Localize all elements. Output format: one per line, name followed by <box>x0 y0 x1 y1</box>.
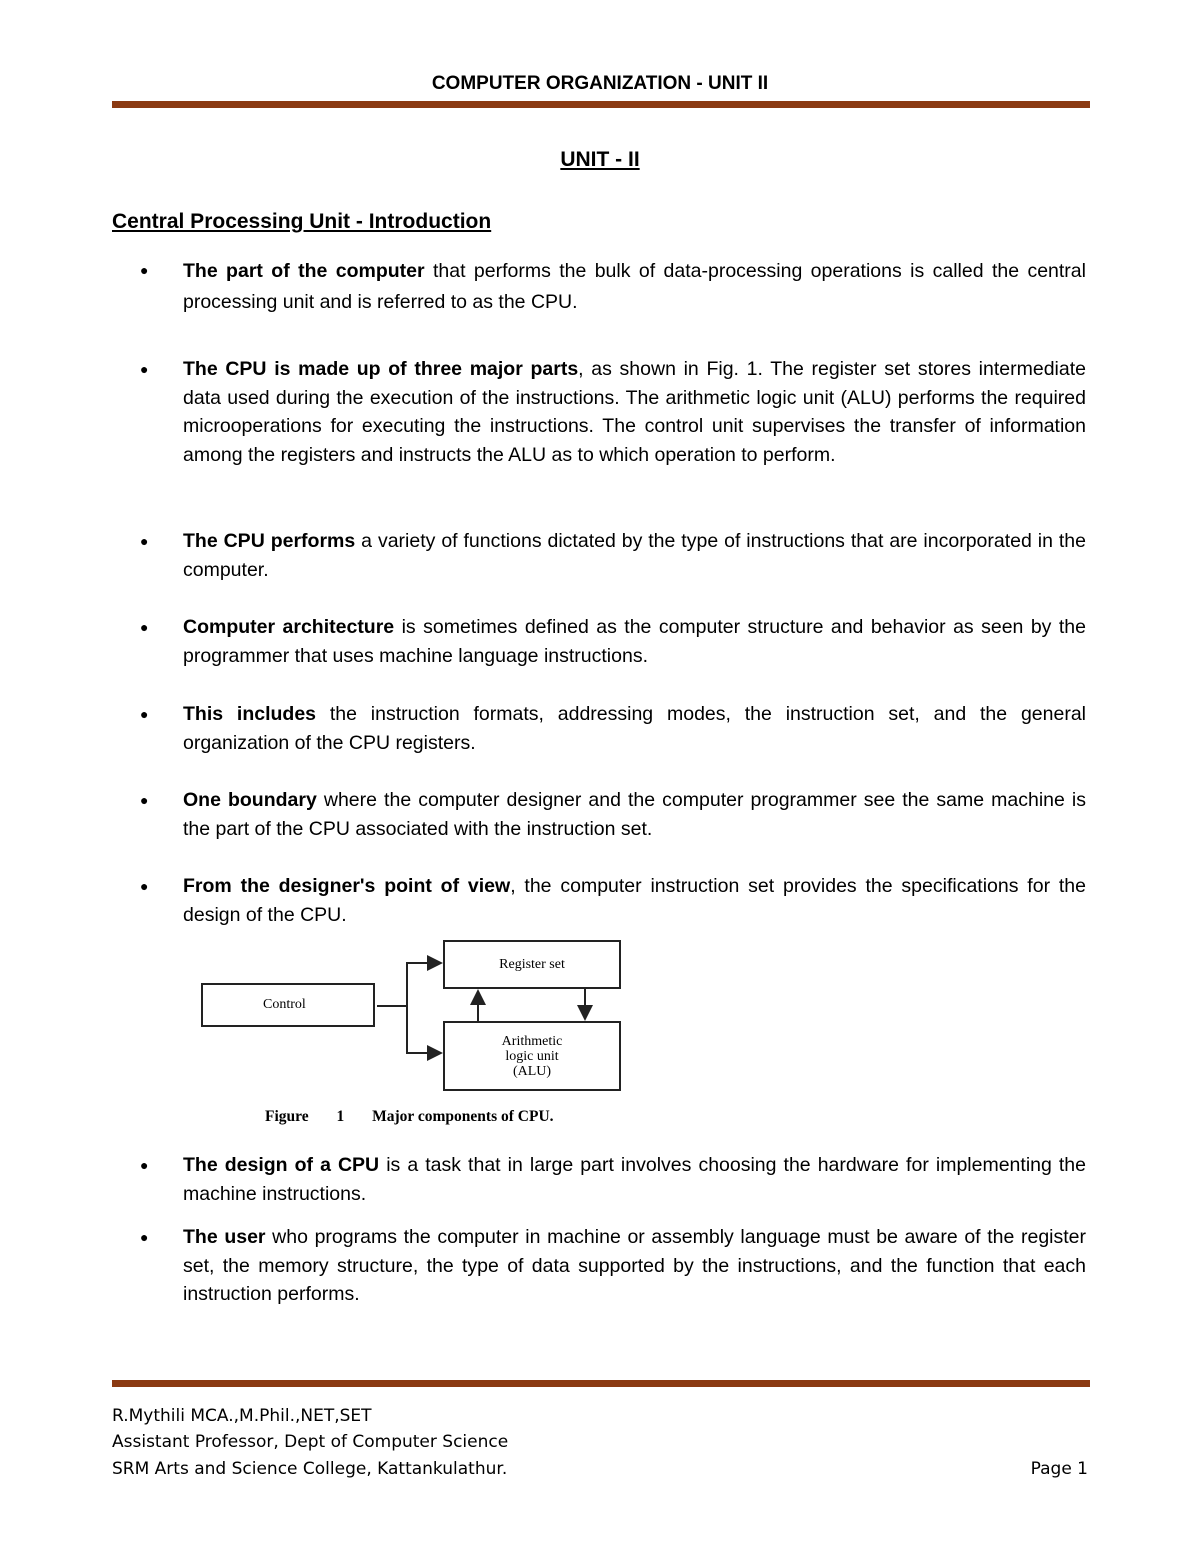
alu-label-line2: logic unit <box>505 1048 559 1064</box>
register-set-box: Register set <box>443 940 621 989</box>
page-number: Page 1 <box>1030 1459 1088 1479</box>
footer-position: Assistant Professor, Dept of Computer Science <box>112 1432 509 1452</box>
bullet-dot: ● <box>140 878 149 894</box>
bullet-item <box>140 355 1086 470</box>
bullet-item <box>140 872 1086 929</box>
unit-title: UNIT - II <box>560 148 640 171</box>
bullet-dot: ● <box>140 1157 149 1173</box>
bullet-lead: From the designer's point of view <box>183 875 511 897</box>
bullet-dot: ● <box>140 361 149 377</box>
footer-college: SRM Arts and Science College, Kattankulathur. <box>112 1459 508 1479</box>
bullet-dot: ● <box>140 706 149 722</box>
bullet-item <box>140 256 1086 318</box>
bullet-dot: ● <box>140 533 149 549</box>
figure-caption-label: Figure <box>265 1108 309 1125</box>
section-title: Central Processing Unit - Introduction <box>112 210 492 233</box>
bullet-lead: The CPU performs <box>183 530 356 552</box>
footer-divider <box>112 1380 1090 1387</box>
bullet-text: , as shown in Fig. 1. The register set stores intermediate data used during the execution of the instructions. The arithmetic logic unit (ALU) performs the required microoperations for executing the instructions. The control unit supervises the transfer of information among the registers and instructs the ALU as to which operation to perform. <box>183 358 1086 467</box>
alu-label-line1: Arithmetic <box>501 1033 563 1049</box>
bullet-lead: The CPU is made up of three major parts <box>183 358 579 380</box>
cpu-components-figure <box>195 933 635 1098</box>
bullet-text: the instruction formats, addressing modes, the instruction set, and the general organization of the CPU registers. <box>183 703 1086 754</box>
control-box: Control <box>201 983 375 1027</box>
bullet-dot: ● <box>140 792 149 808</box>
bullet-dot: ● <box>140 1229 149 1245</box>
alu-box <box>443 1021 621 1091</box>
document-header-title: COMPUTER ORGANIZATION - UNIT II <box>431 73 769 94</box>
bullet-item <box>140 527 1086 584</box>
bullet-item <box>140 1151 1086 1208</box>
bullet-lead: One boundary <box>183 789 317 811</box>
figure-caption-number: 1 <box>336 1108 345 1125</box>
bullet-item <box>140 1223 1086 1309</box>
figure-caption-text: Major components of CPU. <box>372 1108 554 1125</box>
bullet-lead: The design of a CPU <box>183 1154 380 1176</box>
bullet-lead: The part of the computer <box>183 260 425 282</box>
figure-caption <box>265 1108 554 1126</box>
bullet-text: , the computer instruction set provides the specifications for the design of the CPU. <box>183 875 1086 926</box>
bullet-lead: The user <box>183 1226 266 1248</box>
bullet-dot: ● <box>140 619 149 635</box>
bullet-text: that performs the bulk of data-processing operations is called the central processing unit and is referred to as the CPU. <box>183 260 1086 313</box>
bullet-lead: Computer architecture <box>183 616 395 638</box>
bullet-text: is sometimes defined as the computer structure and behavior as seen by the programmer that uses machine language instructions. <box>183 616 1086 667</box>
footer-author: R.Mythili MCA.,M.Phil.,NET,SET <box>112 1406 372 1426</box>
bullet-text: who programs the computer in machine or assembly language must be aware of the register set, the memory structure, the type of data supported by the instructions, and the function that each instruction performs. <box>183 1226 1086 1306</box>
alu-label-line3: (ALU) <box>512 1063 552 1079</box>
bullet-lead: This includes <box>183 703 317 725</box>
bullet-text: is a task that in large part involves choosing the hardware for implementing the machine instructions. <box>183 1154 1086 1205</box>
bullet-text: where the computer designer and the computer programmer see the same machine is the part of the CPU associated with the instruction set. <box>183 789 1087 840</box>
bullet-item <box>140 700 1086 757</box>
bullet-text: a variety of functions dictated by the type of instructions that are incorporated in the computer. <box>183 530 1086 581</box>
control-to-register-arrow <box>377 963 441 1006</box>
bullet-item <box>140 613 1086 670</box>
control-to-alu-arrow <box>407 1006 441 1053</box>
header-divider <box>112 101 1090 108</box>
bullet-item <box>140 786 1086 843</box>
bullet-dot: ● <box>140 262 149 278</box>
